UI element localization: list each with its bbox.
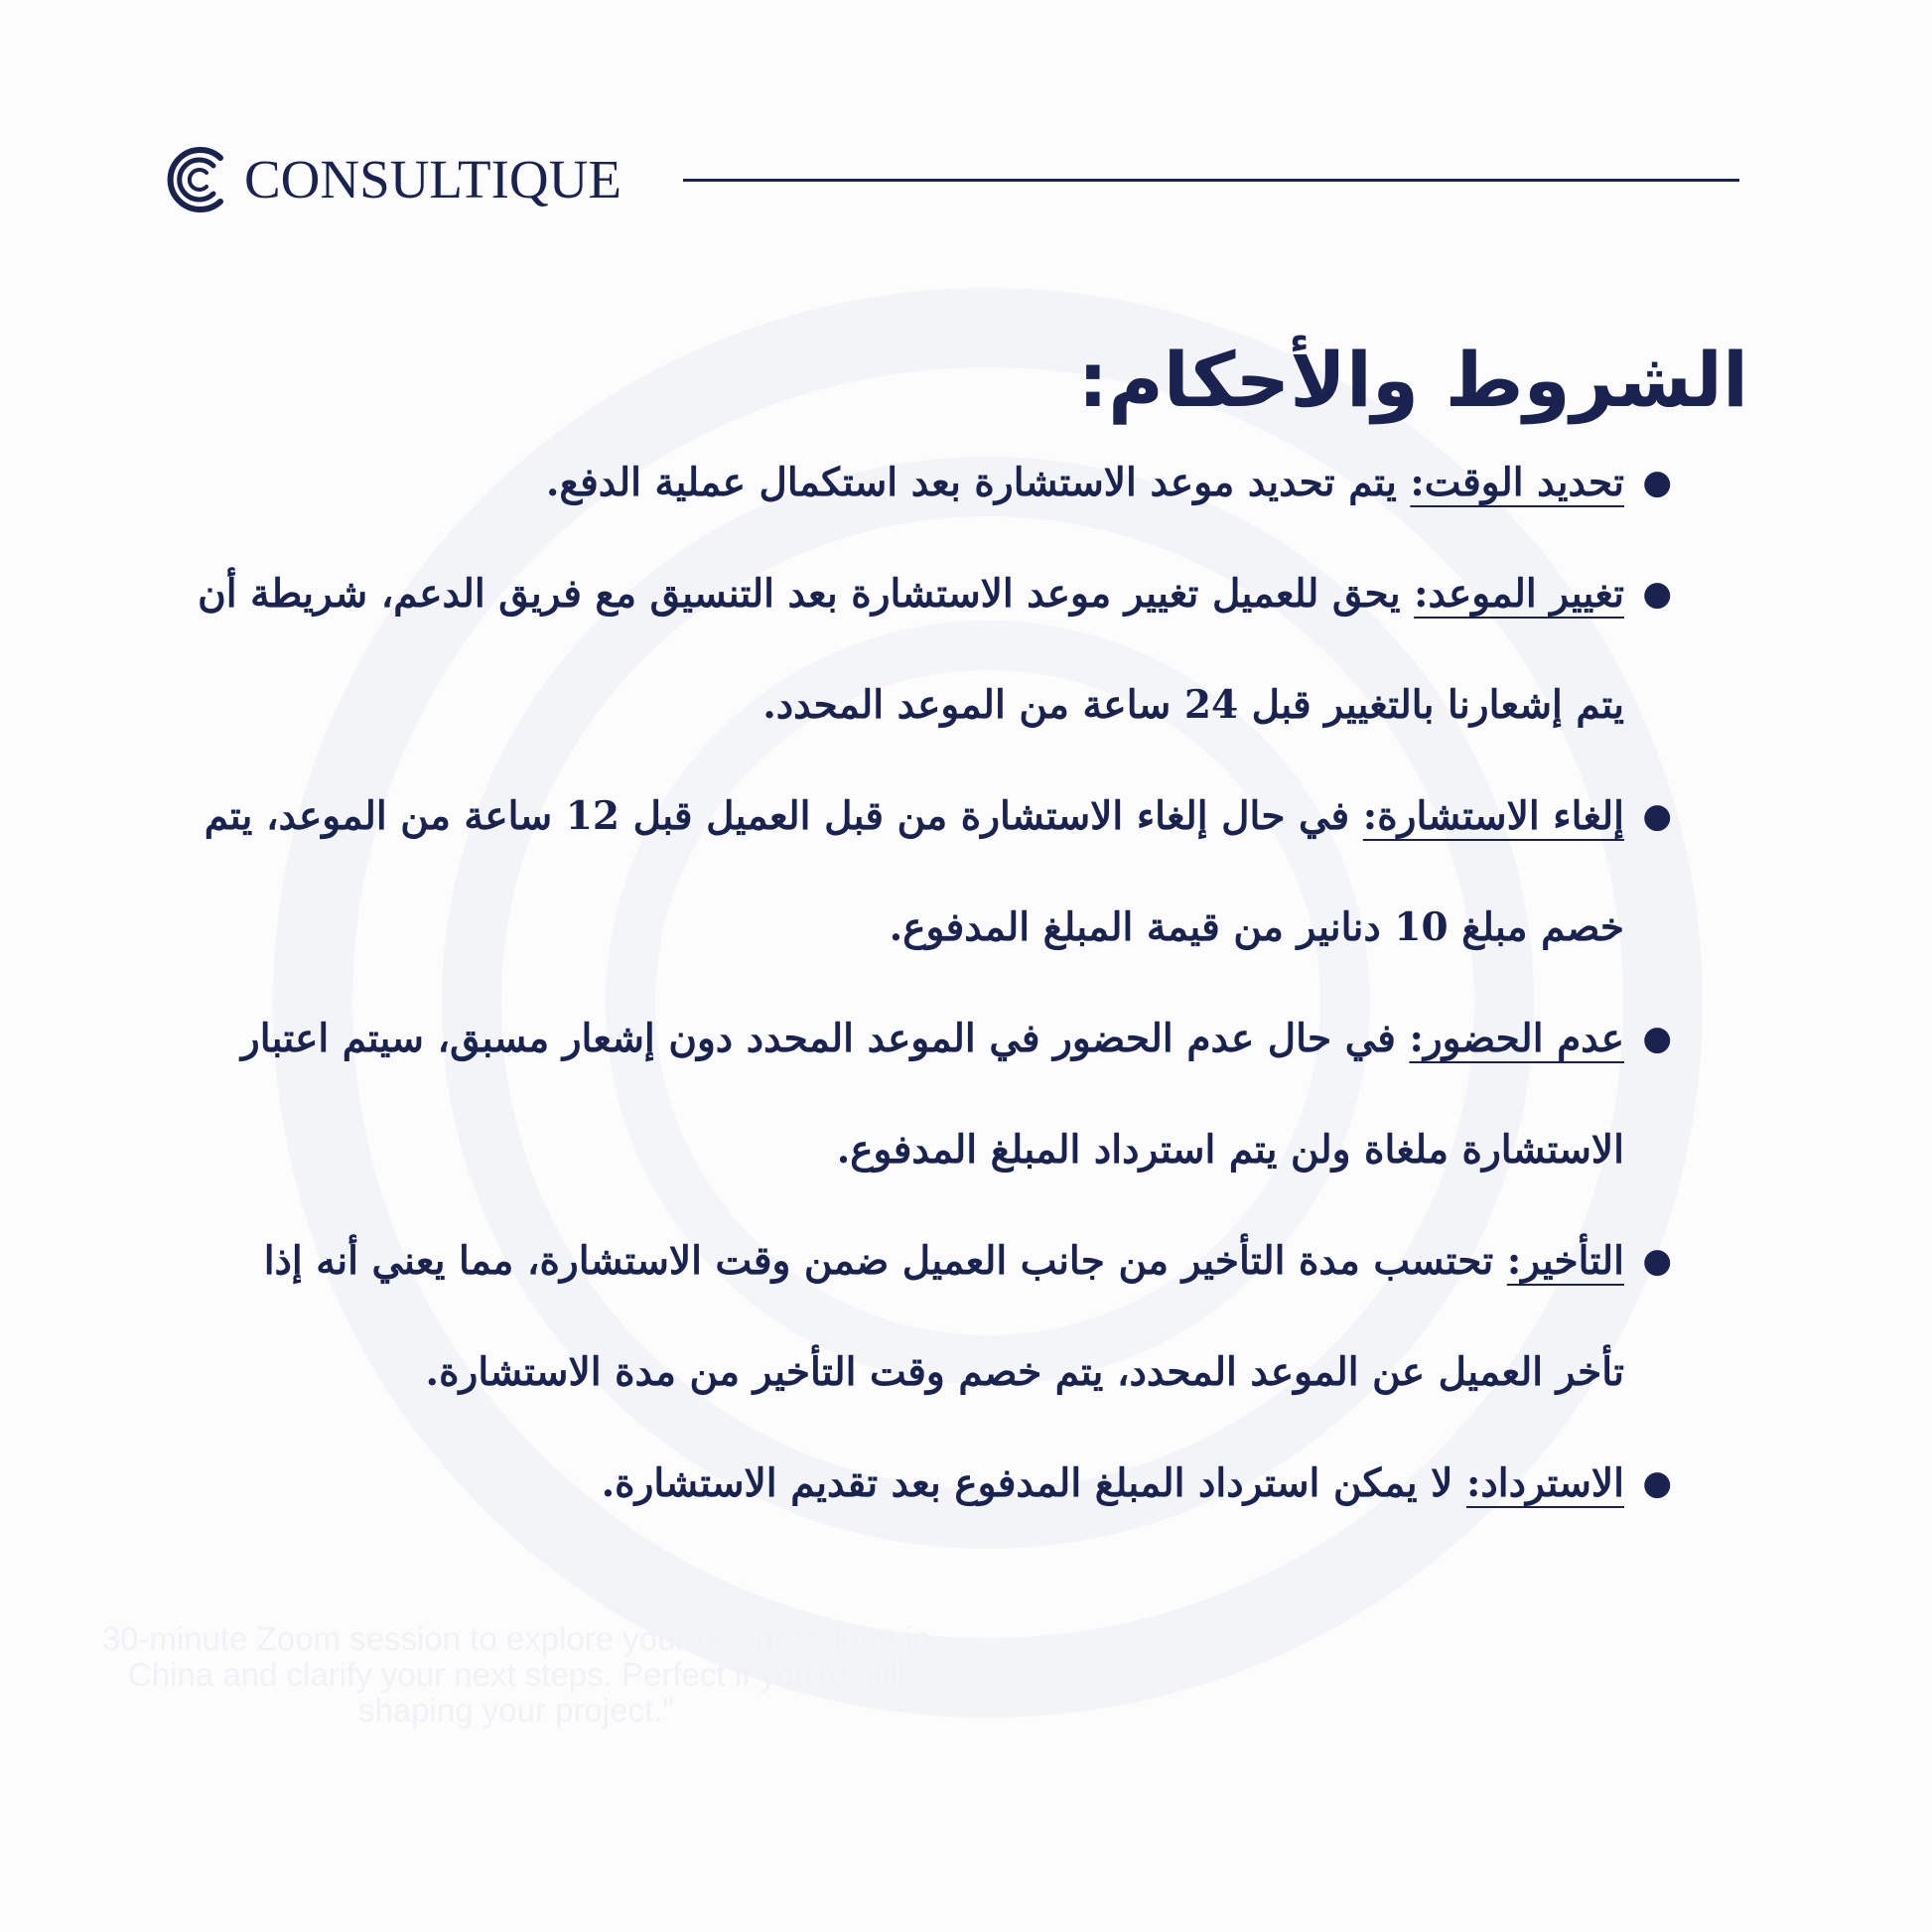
- term-text: يحق للعميل تغيير موعد الاستشارة بعد التنسيق مع فريق الدعم، شريطة أن يتم إشعارنا بالتغيير قبل 24 ساعة من الموعد المحدد.: [198, 571, 1624, 728]
- term-text: في حال إلغاء الاستشارة من قبل العميل قبل 12 ساعة من الموعد، يتم خصم مبلغ 10 دنانير من قيمة المبلغ المدفوع.: [204, 793, 1624, 950]
- term-item-cancellation: [195, 760, 1672, 983]
- bullet-icon: ●: [1642, 1463, 1672, 1503]
- term-label: تحديد الوقت:: [1410, 460, 1624, 505]
- term-item-delay: [195, 1205, 1672, 1428]
- term-text: تحتسب مدة التأخير من جانب العميل ضمن وقت الاستشارة، مما يعني أنه إذا تأخر العميل عن الموعد المحدد، يتم خصم وقت التأخير من مدة الاستشارة.: [263, 1238, 1624, 1395]
- term-label: عدم الحضور:: [1409, 1016, 1624, 1061]
- term-item-refund: [195, 1428, 1672, 1539]
- bullet-icon: ●: [1642, 463, 1672, 502]
- header: [159, 137, 1739, 222]
- bullet-icon: ●: [1642, 1241, 1672, 1281]
- brand-name: CONSULTIQUE: [244, 149, 621, 209]
- bullet-icon: ●: [1642, 1019, 1672, 1058]
- bullet-icon: ●: [1642, 574, 1672, 614]
- term-label: الاسترداد:: [1465, 1460, 1624, 1506]
- term-text: في حال عدم الحضور في الموعد المحدد دون إشعار مسبق، سيتم اعتبار الاستشارة ملغاة ولن يتم استرداد المبلغ المدفوع.: [240, 1016, 1624, 1173]
- terms-list: [195, 427, 1672, 1539]
- term-item-time: [195, 427, 1672, 538]
- concentric-c-logo-icon: [159, 140, 238, 219]
- term-label: التأخير:: [1506, 1238, 1624, 1284]
- term-label: تغيير الموعد:: [1414, 571, 1624, 617]
- term-label: إلغاء الاستشارة:: [1362, 793, 1624, 839]
- term-item-no-show: [195, 983, 1672, 1205]
- term-text: لا يمكن استرداد المبلغ المدفوع بعد تقديم الاستشارة.: [601, 1460, 1466, 1506]
- faded-caption: 30-minute Zoom session to explore your business idea in China and clarify your next steps. Perfect if you're still shaping your project.": [101, 1620, 931, 1728]
- page-title: الشروط والأحكام:: [1077, 335, 1748, 424]
- bullet-icon: ●: [1642, 796, 1672, 836]
- header-divider: [683, 179, 1739, 182]
- term-text: يتم تحديد موعد الاستشارة بعد استكمال عملية الدفع.: [545, 460, 1411, 505]
- term-item-reschedule: [195, 538, 1672, 760]
